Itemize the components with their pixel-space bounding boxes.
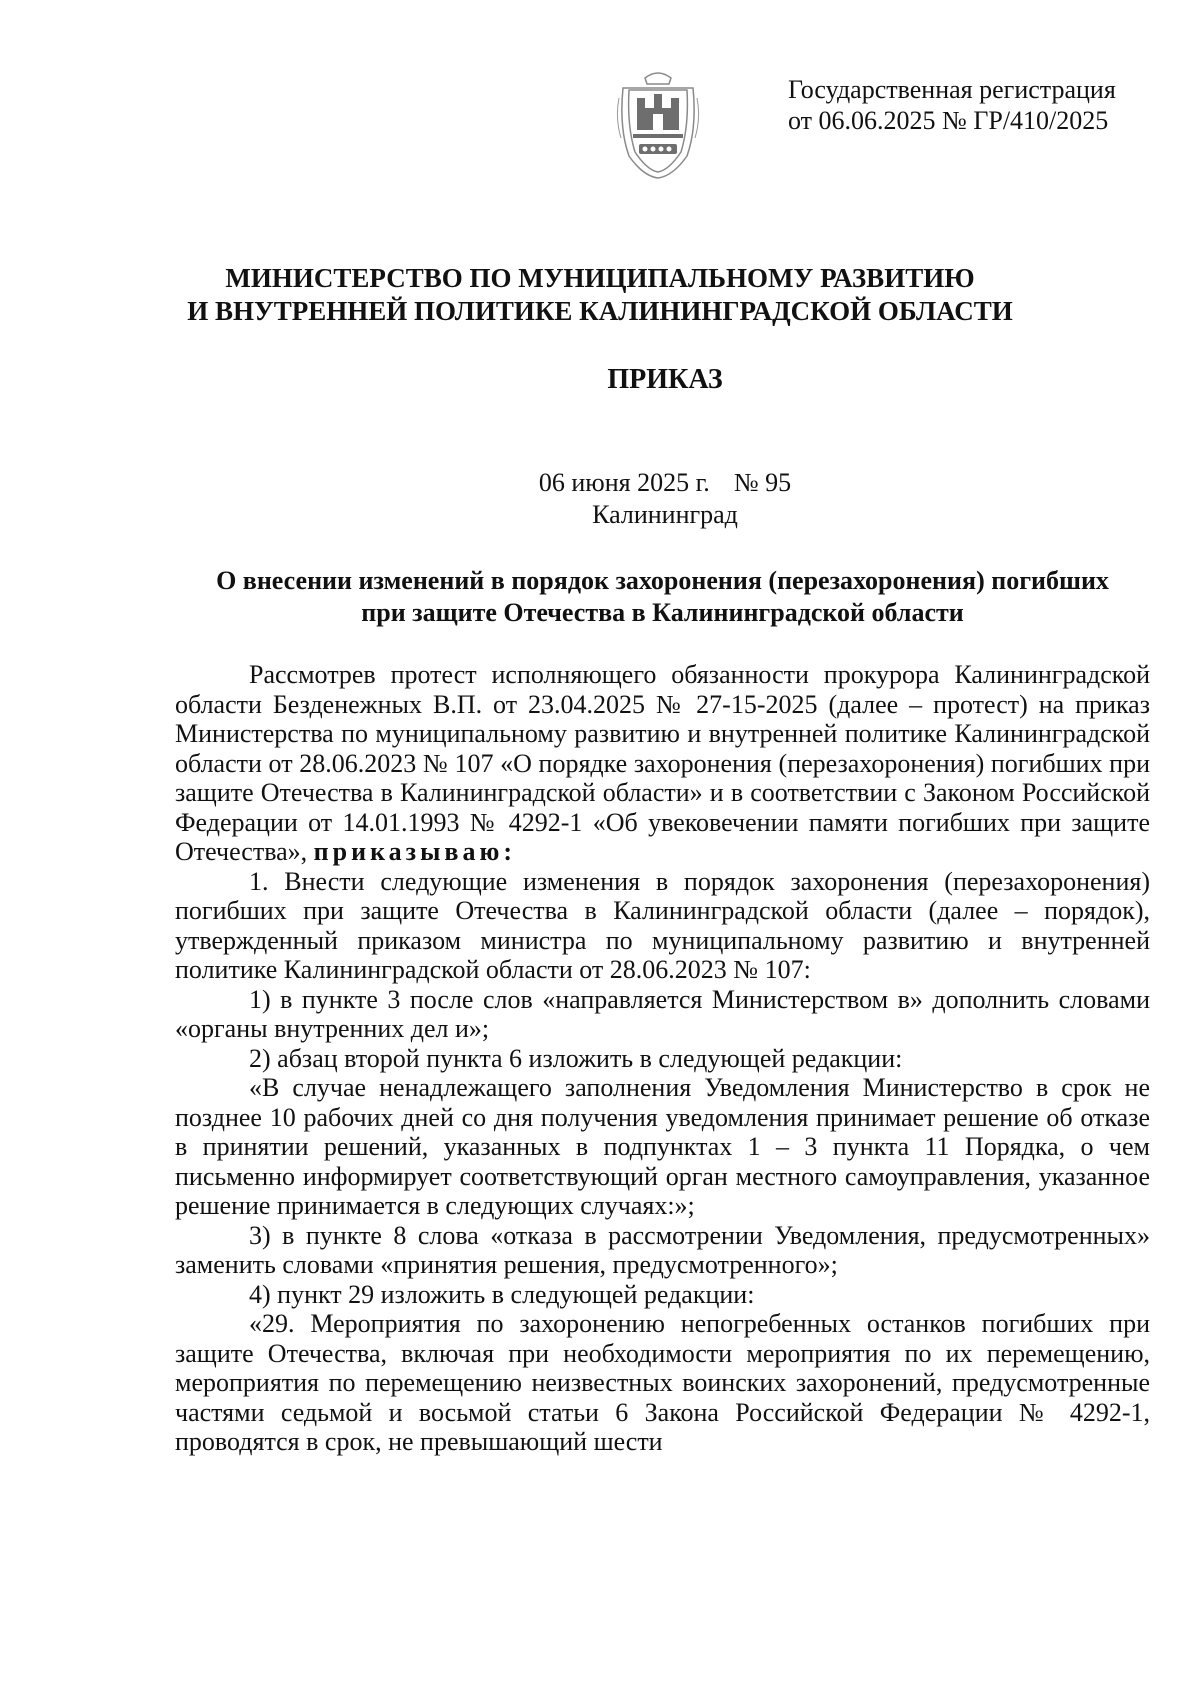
order-title — [175, 565, 1150, 629]
document-type: ПРИКАЗ — [607, 364, 723, 395]
ministry-name — [0, 262, 1200, 328]
paragraph-4: «В случае ненадлежащего заполнения Уведомления Министерство в срок не позднее 10 рабочих дней со дня получения уведомления принимает решение об отказе в принятии решений, указанных в подпунктах 1 – 3 пункта 11 Порядка, о чем письменно информирует соответствующий орган местного самоуправления, указанное решение принимается в следующих случаях:»; — [175, 1073, 1150, 1220]
order-date: 06 июня 2025 г. — [538, 468, 710, 497]
state-registration — [788, 74, 1168, 136]
paragraph-1: 1. Внести следующие изменения в порядок захоронения (перезахоронения) погибших при защите Отечества в Калининградской области (далее – порядок), утвержденный приказом министра по муниципальному развитию и внутренней политике Калининградской области от 28.06.2023 № 107: — [175, 866, 1150, 984]
order-body — [175, 660, 1150, 1457]
ministry-line-1: МИНИСТЕРСТВО ПО МУНИЦИПАЛЬНОМУ РАЗВИТИЮ — [225, 263, 975, 293]
coat-of-arms-icon — [615, 68, 701, 180]
paragraph-2: 1) в пункте 3 после слов «направляется Министерством в» дополнить словами «органы внутренних дел и»; — [175, 984, 1150, 1043]
date-number-block — [0, 467, 1200, 531]
city: Калининград — [592, 500, 738, 529]
order-title-line-2: при защите Отечества в Калининградской области — [361, 598, 964, 627]
paragraph-7: «29. Мероприятия по захоронению непогребенных останков погибших при защите Отечества, включая при необходимости мероприятия по их перемещению, мероприятия по перемещению неизвестных воинских захоронений, предусмотренные частями седьмой и восьмой статьи 6 Закона Российской Федерации № 4292-1, проводятся в срок, не превышающий шести — [175, 1309, 1150, 1456]
paragraph-5: 3) в пункте 8 слова «отказа в рассмотрении Уведомления, предусмотренных» заменить словами «принятия решения, предусмотренного»; — [175, 1220, 1150, 1279]
order-title-line-1: О внесении изменений в порядок захоронения (перезахоронения) погибших — [216, 566, 1109, 595]
order-number: № 95 — [733, 468, 792, 497]
ministry-line-2: И ВНУТРЕННЕЙ ПОЛИТИКЕ КАЛИНИНГРАДСКОЙ ОБЛАСТИ — [187, 296, 1013, 326]
registration-line-1: Государственная регистрация — [788, 75, 1116, 104]
preamble-paragraph — [175, 660, 1150, 867]
preamble-text: Рассмотрев протест исполняющего обязанности прокурора Калининградской области Безденежных В.П. от 23.04.2025 № 27-15-2025 (далее – протест) на приказ Министерства по муниципальному развитию и внутренней политике Калининградской области от 28.06.2023 № 107 «О порядке захоронения (перезахоронения) погибших при защите Отечества в Калининградской области» и в соответствии с Законом Российской Федерации от 14.01.1993 № 4292-1 «Об увековечении памяти погибших при защите Отечества», — [175, 660, 1150, 866]
registration-line-2: от 06.06.2025 № ГР/410/2025 — [788, 106, 1109, 135]
order-word: приказываю: — [313, 837, 516, 866]
paragraph-6: 4) пункт 29 изложить в следующей редакции: — [249, 1279, 755, 1309]
paragraph-3: 2) абзац второй пункта 6 изложить в следующей редакции: — [249, 1043, 903, 1073]
